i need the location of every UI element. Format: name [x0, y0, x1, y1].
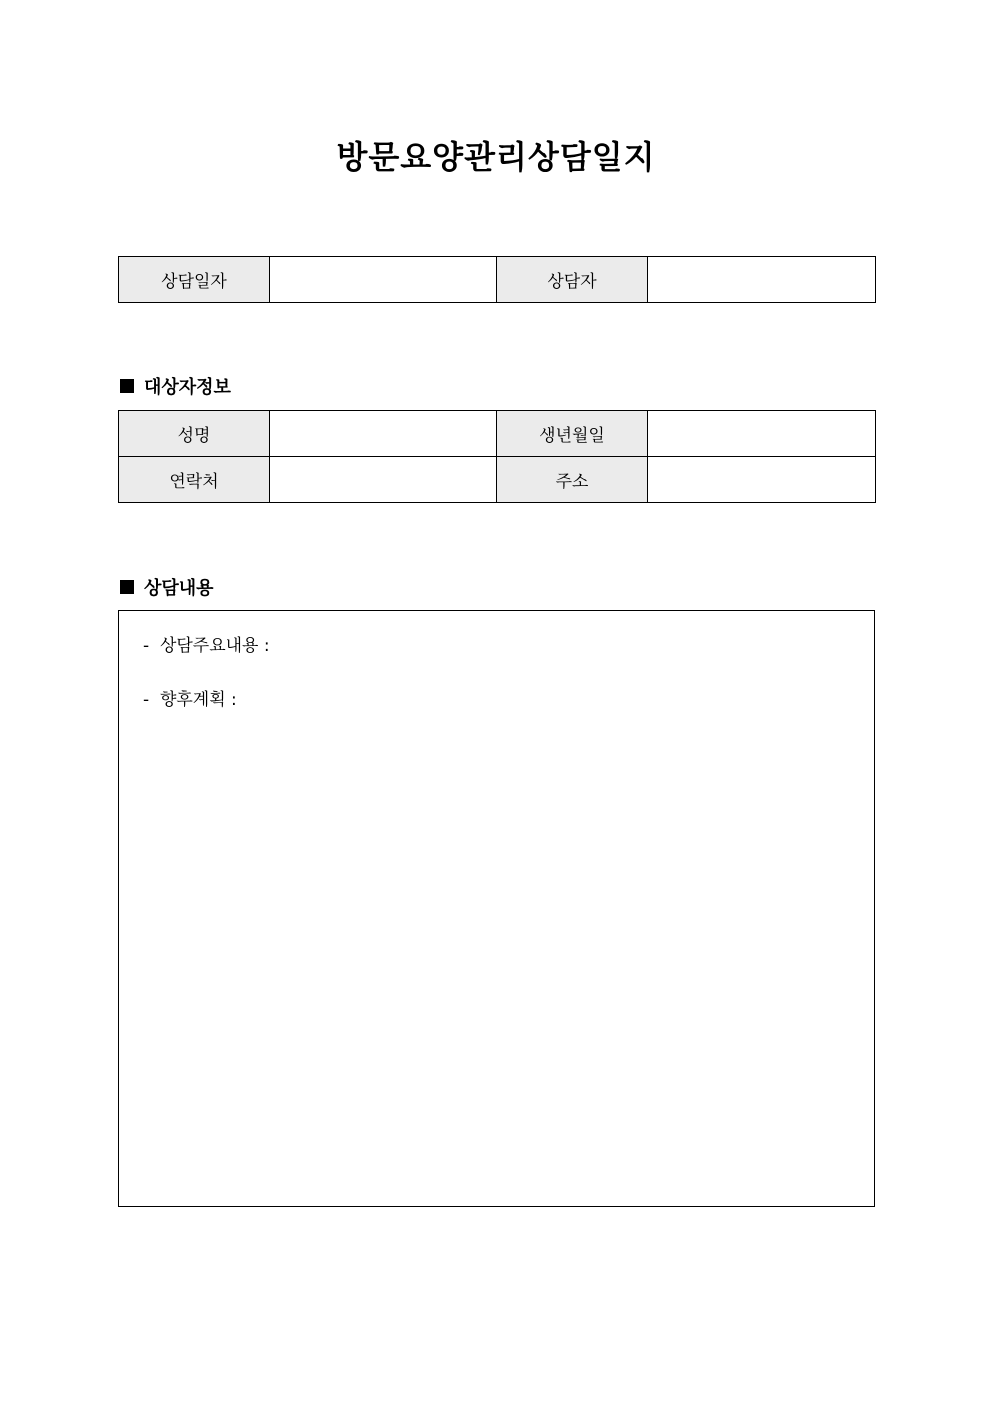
address-field[interactable] [648, 457, 876, 503]
consult-date-field[interactable] [270, 257, 497, 303]
counselor-field[interactable] [648, 257, 876, 303]
subject-info-row [119, 411, 876, 457]
consult-header-table [118, 256, 876, 303]
contact-label: 연락처 [119, 457, 270, 503]
subject-info-row [119, 457, 876, 503]
main-content-label: - 상담주요내용 : [143, 636, 270, 656]
consult-content-heading [120, 574, 214, 600]
counselor-label: 상담자 [497, 257, 648, 303]
page-title: 방문요양관리상담일지 [336, 138, 656, 176]
name-field[interactable] [270, 411, 497, 457]
consult-content-title: 상담내용 [144, 578, 214, 599]
name-label: 성명 [119, 411, 270, 457]
consult-header-row [119, 257, 876, 303]
subject-info-table [118, 410, 876, 503]
birth-date-label: 생년월일 [497, 411, 648, 457]
subject-info-title: 대상자정보 [144, 377, 231, 398]
future-plan-label: - 향후계획 : [143, 690, 237, 710]
subject-info-heading [120, 373, 231, 399]
contact-field[interactable] [270, 457, 497, 503]
black-square-icon [120, 580, 134, 594]
consult-date-label: 상담일자 [119, 257, 270, 303]
birth-date-field[interactable] [648, 411, 876, 457]
black-square-icon [120, 379, 134, 393]
address-label: 주소 [497, 457, 648, 503]
consult-content-box[interactable] [118, 610, 875, 1207]
